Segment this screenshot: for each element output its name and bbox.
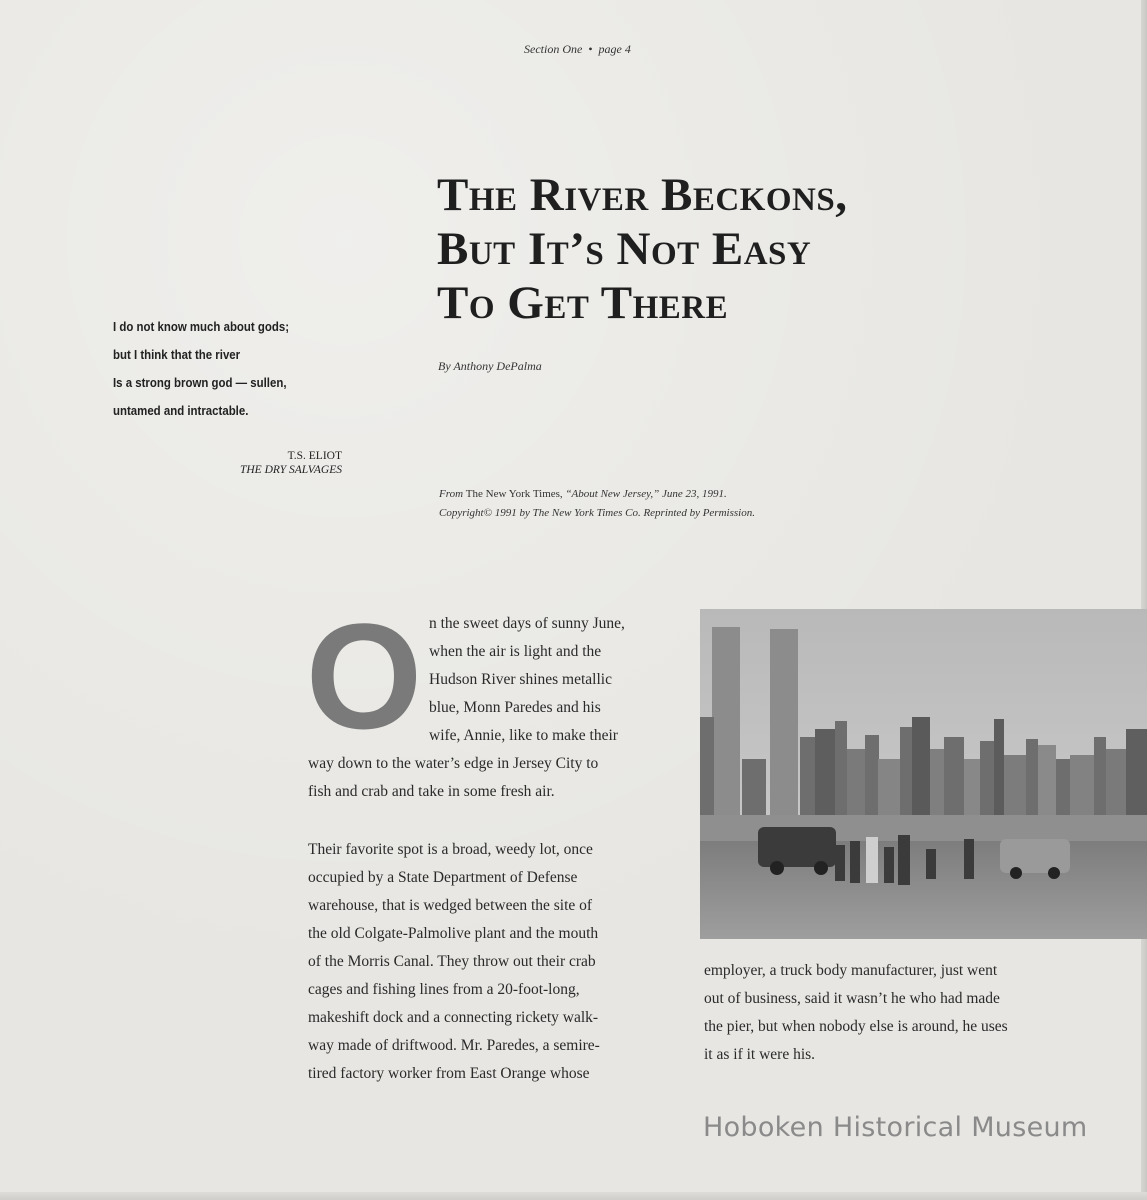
epigraph-line: but I think that the river — [113, 347, 241, 362]
text-line: blue, Monn Paredes and his — [429, 699, 601, 716]
source-credit — [439, 485, 859, 523]
text-line: cages and fishing lines from a 20-foot-long, — [308, 981, 580, 998]
article-lead-lines — [429, 610, 669, 750]
page-label: page 4 — [598, 42, 631, 56]
text-line: out of business, said it wasn’t he who had made — [704, 990, 1000, 1007]
text-line: when the air is light and the — [429, 643, 602, 660]
text-line: employer, a truck body manufacturer, just went — [704, 962, 998, 979]
source-copyright: Copyright© 1991 by The New York Times Co. Reprinted by Permission. — [439, 507, 755, 519]
epigraph-line: untamed and intractable. — [113, 403, 249, 418]
epigraph — [113, 318, 324, 430]
text-line: the pier, but when nobody else is around, he uses — [704, 1018, 1008, 1035]
epigraph-work: THE DRY SALVAGES — [239, 464, 342, 476]
text-line: the old Colgate-Palmolive plant and the mouth — [308, 925, 599, 942]
text-line: tired factory worker from East Orange whose — [308, 1065, 590, 1082]
article-title — [437, 168, 997, 330]
title-line-2: But It’s Not Easy — [437, 223, 812, 275]
text-line: Hudson River shines metallic — [429, 671, 612, 688]
source-column: “About New Jersey,” June 23, 1991. — [565, 488, 727, 500]
text-line: wife, Annie, like to make their — [429, 727, 618, 744]
text-line: makeshift dock and a connecting rickety walk- — [308, 1009, 599, 1026]
text-line: it as if it were his. — [704, 1046, 816, 1063]
source-paper: The New York Times, — [465, 488, 563, 500]
text-line: n the sweet days of sunny June, — [429, 615, 625, 632]
text-line: occupied by a State Department of Defense — [308, 869, 578, 886]
drop-cap: O — [305, 592, 423, 760]
epigraph-attribution — [200, 449, 342, 477]
title-line-3: To Get There — [437, 277, 729, 329]
text-line: Their favorite spot is a broad, weedy lot, once — [308, 841, 593, 858]
text-line: way made of driftwood. Mr. Paredes, a semire- — [308, 1037, 600, 1054]
article-lead-rest — [308, 750, 668, 806]
text-line: warehouse, that is wedged between the site of — [308, 897, 593, 914]
section-label: Section One — [524, 42, 583, 56]
epigraph-line: Is a strong brown god — sullen, — [113, 375, 287, 390]
article-column-2 — [704, 957, 1084, 1069]
text-line: fish and crab and take in some fresh air. — [308, 783, 555, 800]
page-edge-right — [1141, 0, 1147, 1200]
source-from: From — [439, 488, 464, 500]
title-line-1: The River Beckons, — [437, 169, 848, 221]
text-line: way down to the water’s edge in Jersey City to — [308, 755, 599, 772]
text-line: of the Morris Canal. They throw out their crab — [308, 953, 596, 970]
skyline-photo — [700, 609, 1147, 939]
epigraph-author: T.S. ELIOT — [287, 450, 342, 462]
running-header — [524, 42, 724, 57]
page-edge-bottom — [0, 1192, 1147, 1200]
header-bullet: • — [588, 42, 593, 56]
article-paragraph-2 — [308, 836, 668, 1088]
epigraph-line: I do not know much about gods; — [113, 319, 290, 334]
byline: By Anthony DePalma — [438, 359, 542, 373]
museum-watermark: Hoboken Historical Museum — [703, 1112, 1088, 1143]
